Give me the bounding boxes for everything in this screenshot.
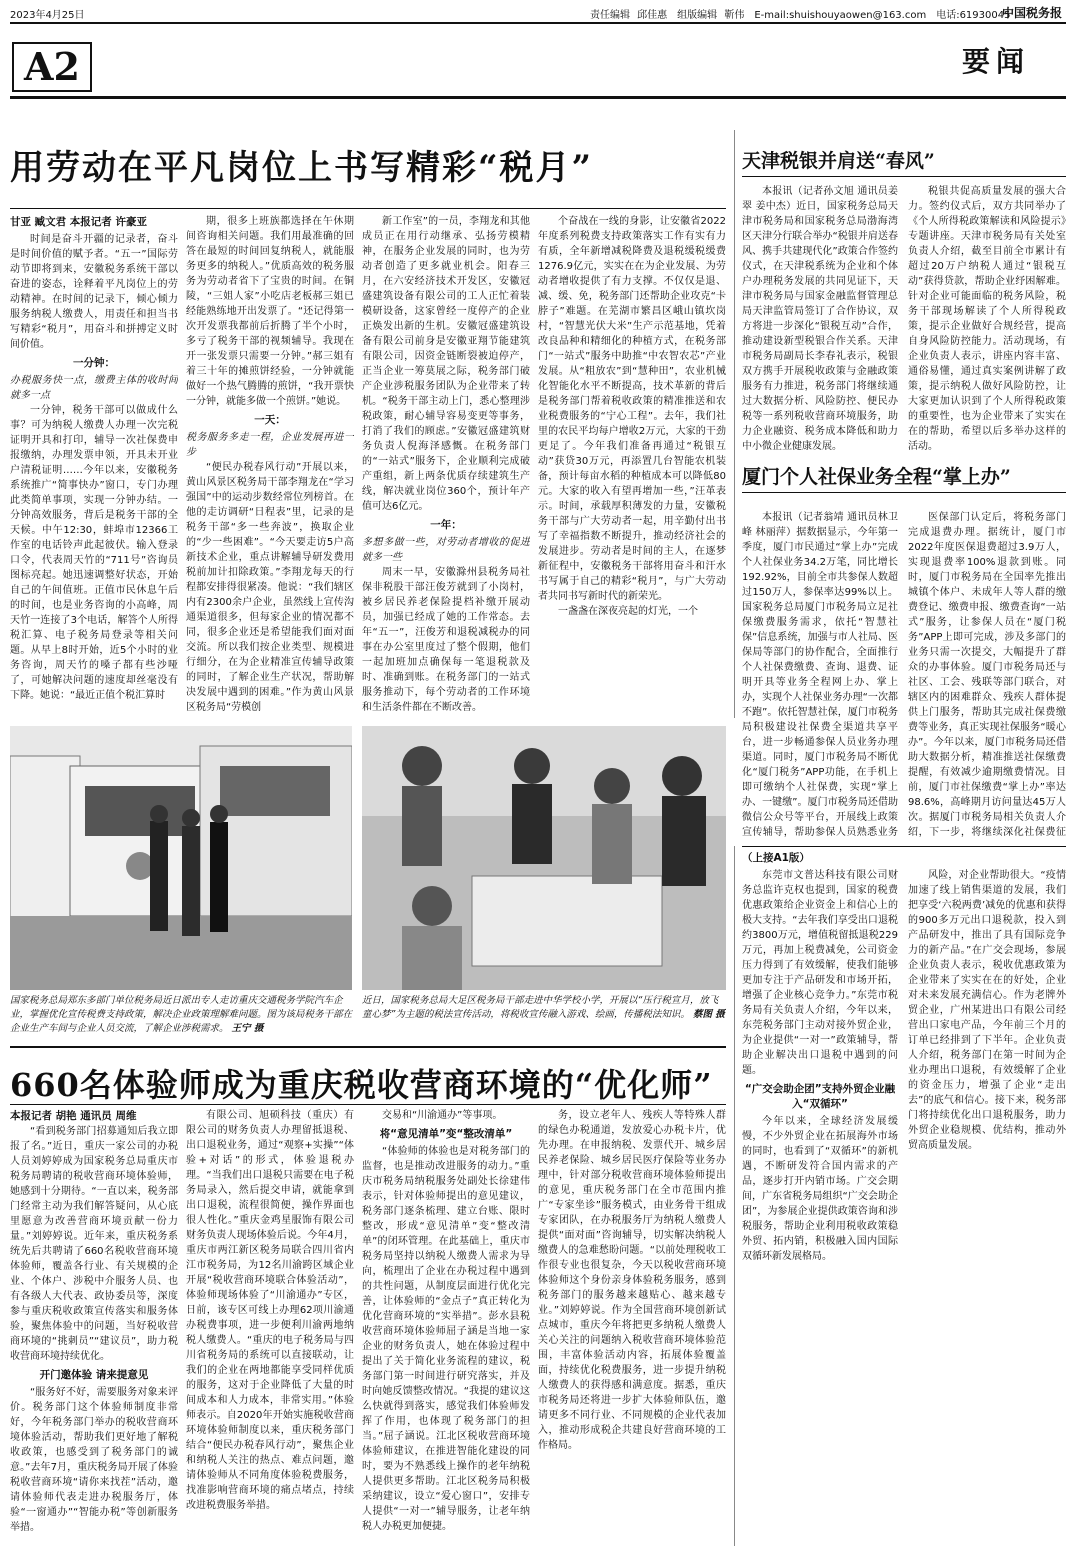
article1-text-4-end: 一盏盏在深夜亮起的灯光，一个 [558, 606, 698, 617]
article5-text-1b: “服务好不好，需要服务对象来评价。税务部门这个体验师制度非常好，今年税务部门举办的税收营商环境体验活动，帮助我们更好地了解税收政策，也感受到了税务部门的诚意。”去年7月，重庆税务局开展了体验税收营商环境“请你来找茬”活动，邀请体验师代表走进办税服务厅，体验“一窗通办”“智能办税”等创新服务举措。 [10, 1387, 178, 1533]
article3-column-2 [908, 510, 1066, 840]
column-divider-2 [734, 846, 735, 1546]
photo1-caption [10, 994, 352, 1036]
article1-column-1 [10, 232, 178, 712]
article5-top-rule [10, 1046, 726, 1048]
article1-text-3: 新工作室”的一员，李翔龙和其他成员正在用行动继承、弘扬劳模精神，在服务企业发展的同时，也为劳动者创造了更多就业机会。阳春三月，在六安经济技术开发区，安徽冠盛建筑设备有限公司的工人正忙着装模研设备，这家曾经一度停产的企业正焕发出新的生机。安徽冠盛建筑设备有限公司前身是安徽亚翔节能建筑有限公司，因资金链断裂被迫停产，正当企业一筹莫展之际，税务部门破产企业涉税服务团队为企业带来了转机。“税务干部主动上门，悉心整理涉税政策，耐心辅导容易变更等事务，打消了我们的顾虑。”安徽冠盛建筑财务负责人倪海泽感慨。在税务部门的“一站式”服务下，企业顺利完成破产重组，新上两条优质存续建筑生产线，解决就业岗位360个，预计年产值可达6亿元。 [362, 216, 530, 512]
article1-column-4 [538, 214, 726, 712]
photo2-caption-text: 近日，国家税务总局大足区税务局干部走进中华学校小学，开展以“压行税宣月，放飞童心梦”为主题的税法宣传活动，将税收宣传融入游戏、绘画，传播税法知识。 [362, 995, 719, 1020]
article3-text-1: 本报讯（记者翁靖 通讯员林卫峰 林丽萍）据数据显示，今年第一季度，厦门市民通过“掌上办”完成个人社保业务34.2万笔，同比增长192.92%，目前全市共参保人数超过150万人，参保率达99%以上。国家税务总局厦门市税务局立足社保缴费服务需求，依托“智慧社保”信息系统，加强与市人社局、医保局等部门的协作配合，全面推行个人社保费缴费、查询、退费、证明开具等业务全程网上办、掌上办，实现个人社保业务办理“一次都不跑”。依托智慧社保，厦门市税务局积极建设社保费全渠道共享平台，进一步畅通参保人员业务办理渠道。同时，厦门市税务局不断优化“厦门税务”APP功能，在手机上即可缴纳个人社保费，实现“掌上办、一键缴”。厦门市税务局还借助微信公众号等平台，开展线上政策宣传辅导，帮助参保人员熟悉业务 [742, 512, 898, 838]
article2-column-1 [742, 184, 898, 454]
photo-tax-officers-visit-truck-factory [10, 726, 352, 990]
article4-rule [742, 846, 1066, 847]
page-header [10, 4, 1066, 20]
article2-column-2 [908, 184, 1066, 454]
article3-text-2: 医保部门认定后，将税务部门完成退费办理。据统计，厦门市2022年度医保退费超过3.9万人，实现退费率100%退款到账。同时，厦门市税务局在全国率先推出城镇个体户、未成年人等人群的缴费登记、缴费申报、缴费查询“一站式”服务，让参保人员在“厦门税务”APP上即可完成，涉及多部门的业务只需一次提交，大幅提升了群众的办事体验。厦门市税务局还与社区、工会、残联等部门联合，对辖区内的困难群众、残疾人群体提供上门服务，帮助其完成社保费缴费等业务，真正实现社保服务“暖心办”。今年以来，厦门市税务局还借助大数据分析，精准推送社保缴费提醒，有效减少逾期缴费情况。目前，厦门市社保缴费“掌上办”率达98.6%，高峰期月访问量达45万人次。据厦门市税务局相关负责人介绍，下一步，将继续深化社保费征 [908, 512, 1066, 838]
article5-headline: 660名体验师成为重庆税收营商环境的“优化师” [10, 1066, 713, 1104]
article1-text-2b: “便民办税春风行动”开展以来，黄山风景区税务局干部李翔龙在“学习强国”中的运动步数经常位列榜首。在他的走访调研“日程表”里，记录的是税务干部“多一些奔波”，换取企业的“少一些困难”。“今天要走访5户高新技术企业，重点讲解辅导研发费用税前加计扣除政策。”李翔龙每天的行程都安排得很紧凑。他说：“我们辖区内有2300余户企业，虽然线上宣传沟通渠道很多，但每家企业的情况都不同，很多企业还是希望能我们面对面交流。所以我们按企业类型、规模进行细分，在为企业精准宣传辅导政策的同时，了解企业生产状况，帮助解决发展中遇到的困难。”作为黄山风景区税务局“劳模创 [186, 462, 354, 712]
article1-column-3 [362, 214, 530, 712]
section-title: 要闻 [962, 45, 1031, 78]
article5-column-1 [10, 1124, 178, 1544]
issue-date: 2023年4月25日 [10, 10, 85, 21]
article2-text-2: 税银共促高质量发展的强大合力。签约仪式后，双方共同举办了《个人所得税政策解读和风险提示》专题讲座。天津市税务局有关处室负责人介绍，截至目前全市累计有超过20万户纳税人通过“银税互动”获得贷款，帮助企业纾困解难。针对企业可能面临的税务风险，税务干部现场解读了个人所得税政策，提示企业做好合规经营，提高自身风险防控能力。活动现场，有企业负责人表示，讲座内容丰富、通俗易懂，通过真实案例讲解了政策，提示纳税人做好风险防控，让大家更加认识到了个人所得税政策的重要性，也为企业带来了实实在在的帮助，希望以后多举办这样的活动。 [908, 186, 1066, 452]
article5-headline-rule [10, 1104, 726, 1105]
article5-column-3 [362, 1108, 530, 1544]
article5-text-3: 交易和“川渝通办”等事项。 [382, 1110, 503, 1121]
article4-continue-label: （上接A1版） [742, 852, 810, 864]
header-bottom-rule [10, 96, 1066, 99]
article5-text-4: 务，设立老年人、残疾人等特殊人群的绿色办税通道，发放爱心办税卡片，优先办理。在申报纳税、发票代开、城乡居民养老保险、城乡居民医疗保险等业务办理中，针对部分税收营商环境体验师提出的意见，重庆税务部门在全市范围内推广“专家坐诊”服务模式，由业务骨干组成专家团队，在办税服务厅为纳税人缴费人提供“面对面”咨询辅导，切实解决纳税人缴费人的急难愁盼问题。“以前处理税收工作很专业也很复杂，今天以税收营商环境体验师这个身份亲身体验税务服务，感到税务部门的服务越来越贴心、越来越专业。”刘婷婷说。作为全国营商环境创新试点城市，重庆今年将把更多纳税人缴费人关心关注的问题纳入税收营商环境体验范围，丰富体验活动内容，拓展体验覆盖面，持续优化税费服务，进一步提升纳税人缴费人的获得感和满意度。据悉，重庆市税务局还将进一步扩大体验师队伍，邀请更多不同行业、不同规模的企业代表加入，推动形成税企共建良好营商环境的工作格局。 [538, 1110, 726, 1451]
article1-subquote-3: 多想多做一些，对劳动者增收的促进就多一些 [362, 537, 530, 563]
article5-column-2 [186, 1108, 354, 1544]
article4-text-1: 东莞市文普达科技有限公司财务总监许克权也提到，国家的税费优惠政策给企业资金上和信心上的极大支持。“去年我们享受出口退税约3800万元，增值税留抵退税229万元，再加上税费减免，公司资金压力得到了有效缓解，使我们能够更加专注于产品研发和市场开拓，增强了企业核心竞争力。”东莞市税务局有关负责人介绍，今年以来，东莞税务部门主动对接外贸企业，为企业提供“一对一”政策辅导，帮助企业解决出口退税中遇到的问题。 [742, 870, 898, 1076]
article5-byline: 本报记者 胡艳 通讯员 周维 [10, 1110, 137, 1122]
article1-text-1: 一分钟，税务干部可以做成什么事？可为纳税人缴费人办理一次完税证明开具和打印，辅导一次社保费申报缴纳，办理发票申领，开具未开业户清税证明……今年以来，安徽税务系统推广“简事快办”窗口，专门办理此类简单事项，实现一分钟办结。一分钟高效服务，背后是税务干部的全天候。中午12:30，蚌埠市12366工作室的电话铃声此起彼伏。输入登录口令，代表周天竹的“711号”咨询员图标亮起。她迅速调整好状态，开始自己的午间值班。正值市民休息午后的时间，也是业务咨询的小高峰，周天竹一连接了3个电话，解答个人所得税汇算、电子税务局登录等相关问题。从早上8时开始，近5个小时的业务咨询，周天竹的嗓子都有些沙哑了，可她解决问题的速度却丝毫没有下降。她说：“最近正值个税汇算时 [10, 405, 178, 701]
article1-text-2: 期，很多上班族都选择在午休期间咨询相关问题。我们用最准确的回答在最短的时间回复纳税人，就能服务更多的纳税人。”优质高效的税务服务为劳动者省下了宝贵的时间。在铜陵，“三姐人家”小吃店老板郝三姐已经能熟练地开出发票了。“还记得第一次开发票我都前后折腾了半个小时，多亏了税务干部的视频辅导。我现在开一张发票只需要一分钟。”郝三姐有着三十年的摊煎饼经验，一分钟就能做好一个热气腾腾的煎饼，“我开票快一分钟，就能多做一个煎饼。”她说。 [186, 216, 354, 407]
photo2-caption [362, 994, 726, 1022]
article5-text-2: 有限公司、旭硕科技（重庆）有限公司的财务负责人办理留抵退税、出口退税业务，通过“观察+实操”“体验+对话”的形式，体验退税办理。“当我们出口退税只需要在电子税务局录入，然后提交申请，就能拿到出口退税，流程很简便，操作界面也很人性化。”重庆金鸡星服饰有限公司财务负责人现场体验后说。今年4月，重庆市两江新区税务局联合四川省内江市税务局，为12名川渝跨区域企业开展“税收营商环境联合体验活动”，体验师现场体验了“川渝通办”专区，日前，该专区可线上办理62项川渝通办税费事项，进一步便利川渝两地纳税人缴费人。“重庆的电子税务局与四川省税务局的系统可以直接联动，让我们的企业在两地都能享受同样优质的服务，这对于企业降低了大量的时间成本和人力成本，非常实用。”体验师表示。自2020年开始实施税收营商环境体验师制度以来，重庆税务部门结合“便民办税春风行动”，聚焦企业和纳税人关注的热点、难点问题，邀请体验师从不同角度体验税费服务，找准影响营商环境的痛点堵点，持续改进税费服务举措。 [186, 1110, 354, 1511]
article1-subhead-3: 一年： [430, 519, 462, 531]
article4-subhead: “广交会助企团”支持外贸企业融入“双循环” [744, 1083, 896, 1110]
photo-tax-education-at-school [362, 726, 726, 990]
editor-info: 责任编辑 邱佳惠 组版编辑 靳伟 E-mail:shuishouyaowen@163.com 电话:61930045 [590, 10, 1011, 21]
article1-byline: 甘亚 臧文君 本报记者 许豪亚 [10, 216, 147, 228]
article2-rule [742, 176, 1066, 177]
article1-column-2 [186, 214, 354, 712]
article1-subquote-2: 税务服务多走一程，企业发展再进一步 [186, 432, 354, 458]
truck-factory-image [10, 726, 352, 990]
article1-headline-rule [10, 208, 726, 209]
article4-column-2 [908, 868, 1066, 1544]
article5-subhead-1: 开门邀体验 请来提意见 [39, 1369, 149, 1381]
school-activity-image [362, 726, 726, 990]
article5-text-3b: “体验师的体验也是对税务部门的监督，也是推动改进服务的动力。”重庆市税务局纳税服务处副处长徐建伟表示，针对体验师提出的意见建议，税务部门逐条梳理、建立台账、限时整改，形成“意见清单”变“整改清单”的闭环管理。在此基础上，重庆市税务局坚持以纳税人缴费人需求为导向，梳理出了企业在办税过程中遇到的共性问题，从制度层面进行优化完善，让体验师的“金点子”真正转化为优化营商环境的“实举措”。彭水县税收营商环境体验师屈子涵是当地一家企业的财务负责人，她在体验过程中提出了关于简化业务流程的建议，税务部门第一时间进行研究落实，并及时向她反馈整改情况。“我提的建议这么快就得到落实，感觉我们体验师发挥了作用，也体现了税务部门的担当。”屈子涵说。江北区税收营商环境体验师建议，在推进智能化建设的同时，要为不熟悉线上操作的老年纳税人提供更多帮助。江北区税务局积极采纳建议，设立“爱心窗口”，安排专人提供“一对一”辅导服务，让老年纳税人办税更加便捷。 [362, 1146, 530, 1532]
photo2-credit: 蔡图 摄 [692, 1009, 725, 1020]
article5-column-4 [538, 1108, 726, 1544]
photo1-credit: 王宁 摄 [231, 1023, 264, 1034]
article4-text-1b: 今年以来，全球经济发展缓慢，不少外贸企业在拓展海外市场的同时，也看到了“双循环”的新机遇，不断研发符合国内需求的产品，逐步打开内销市场。广交会期间，广东省税务局组织“广交会助企团”，为参展企业提供政策咨询和涉税服务，帮助企业利用税收政策稳外贸、拓内销，积极融入国内国际双循环新发展格局。 [742, 1116, 898, 1262]
page-number: A2 [12, 42, 92, 92]
article1-subquote-1: 办税服务快一点，缴费主体的收时间就多一点 [10, 375, 178, 401]
article3-column-1 [742, 510, 898, 840]
article5-text-1: “看到税务部门招募通知后我立即报了名。”近日，重庆一家公司的办税人员刘婷婷成为国家税务总局重庆市税务局聘请的税收营商环境体验师，她感到十分期待。“一直以来，税务部门经常主动为我们解答疑问，从心底里愿意为改善营商环境贡献一份力量。”刘婷婷说。近年来，重庆税务系统先后共聘请了660名税收营商环境体验师，覆盖各行业、有关规模的企业、个体户、涉税中介服务人员、也有各级人大代表、政协委员等，深度参与重庆税收政策宣传落实和服务体验，聚焦体验中的问题，当好税收营商环境的“挑刺员”“建议员”，助力税收营商环境持续优化。 [10, 1126, 178, 1362]
article4-text-2: 风险，对企业帮助很大。“疫情加速了线上销售渠道的发展，我们把享受‘六税两费’减免的优惠和获得的900多万元出口退税款，投入到产品研发中，推出了具有国际竞争力的新产品。”在广交会现场，参展企业负责人表示，税收优惠政策为企业带来了实实在在的好处，企业对未来发展充满信心。作为老牌外贸企业，广州某进出口有限公司经营出口家电产品，今年前三个月的订单已经排到了下半年。企业负责人介绍，税务部门在第一时间为企业办理出口退税，有效缓解了企业的资金压力，增强了企业“走出去”的底气和信心。接下来，税务部门将持续优化出口退税服务，助力外贸企业稳规模、优结构，推动外贸高质量发展。 [908, 870, 1066, 1151]
article3-rule [742, 492, 1066, 493]
article1-text-4: 个奋战在一线的身影，让安徽省2022年度系列税费支持政策落实工作有实有力有质，全年新增减税降费及退税缓税缓费1276.9亿元，实实在在为企业发展、为劳动者增收提供了有力支撑。不仅仅是退、减、缓、免，税务部门还帮助企业攻克“卡脖子”难题。在芜湖市繁昌区峨山镇坎岗村，“智慧光伏大米”生产示范基地，凭着改良品种和精细化的种植方式，在税务部门“一站式”服务中助推“中农智农芯”产业发展。从“粗放农”到“慧种田”，农业机械化智能化水平不断提高，技术革新的背后是税务部门帮着税收政策的精准推送和农业税费服务的“宁心工程”。去年，我们社里的农民平均每户增收2万元，大家的干劲更足了。今年我们准备再通过“税银互动”获贷30万元，再添置几台智能农机装备，预计每亩水稻的种植成本可以降低80元。大家的收入有望再增加一些，”汪革表示。时间，承载厚积薄发的力量，安徽税务干部与广大劳动者一起，用辛勤付出书写了幸福指数不断提升，推动经济社会的发展进步。劳动者是时间的主人，在逐梦新征程中，安徽税务干部将用奋斗和汗水书写属于自己的精彩“税月”，与广大劳动者共同书写新时代的新荣光。 [538, 216, 726, 602]
article1-headline: 用劳动在平凡岗位上书写精彩“税月” [10, 148, 594, 188]
article1-text-3b: 周末一早，安徽滁州县税务局社保非税股干部汪俊芳就到了小岗村，被乡居民养老保险提档补缴开展动员，加强已经成了她的工作常态。去年“五一”，汪俊芳和退税减税办的同事在办公室里度过了整个假期，他们一起加班加点确保每一笔退税款及时、准确到账。在税务部门的一站式服务推动下，每个劳动者的工作环境和生活条件都在不断改善。 [362, 567, 530, 712]
article1-lead: 时间是奋斗开疆的记录者，奋斗是时间价值的赋予者。“五一”国际劳动节即将到来，安徽税务系统干部以奋进的姿态，诠释着平凡岗位上的劳动精神。在时间的记录下，倾心倾力服务纳税人缴费人，用责任和担当书写精彩“税月”，用奋斗和拼搏定义时间价值。 [10, 234, 178, 350]
article1-subhead-1: 一分钟： [73, 357, 115, 369]
article2-headline: 天津税银并肩送“春风” [742, 150, 935, 172]
newspaper-name: 中国税务报 [1001, 6, 1062, 20]
article5-subhead-2: 将“意见清单”变“整改清单” [379, 1128, 513, 1140]
header-rule [10, 22, 1066, 24]
column-divider-1 [734, 130, 735, 718]
photo1-caption-text: 国家税务总局郑东多部门单位税务局近日派出专人走访重庆交通税务学院汽车企业，掌握优化宣传税费支持政策，解决企业政策理解难问题。图为该局税务干部在企业生产车间与企业人员交流，了解企业涉税需求。 [10, 995, 353, 1034]
article4-column-1 [742, 868, 898, 1544]
article2-text-1: 本报讯（记者孙文旭 通讯员姜翠 姜中杰）近日，国家税务总局天津市税务局和国家税务总局渤海湾区天津分行联合举办“税银并肩送春风、携手共建现代化”政策合作签约仪式，在天津税系统为企业和个体户办理税务发展的共同见证下，天津市税务局与国家金融监督管理总局天津监管局签订了合作协议，双方将进一步深化“银税互动”合作，推动建设新型税银合作关系。天津市税务局副局长李春礼表示，税银双方携手开展税收政策与金融政策服务有力推进，税务部门将继续通过大数据分析、风险防控、便民办税等一系列税收营商环境服务，助力企业融资、税务成本降低和助力中小微企业健康发展。 [742, 186, 898, 452]
article1-subhead-2: 一天： [254, 414, 286, 426]
article3-headline: 厦门个人社保业务全程“掌上办” [742, 466, 1011, 488]
